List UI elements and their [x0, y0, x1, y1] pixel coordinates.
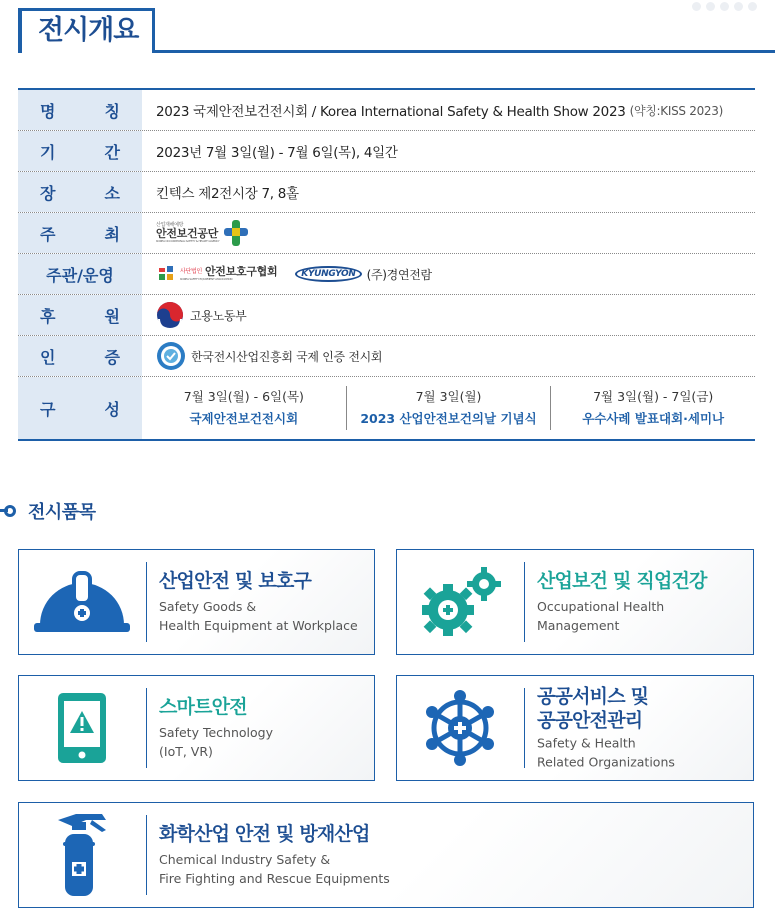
info-table — [18, 88, 755, 441]
item-desc: Chemical Industry Safety & Fire Fighting and Rescue Equipments — [159, 852, 390, 886]
composition-column: 7월 3일(월) - 6일(목) 국제안전보건전시회 — [142, 386, 347, 430]
info-row-venue — [18, 172, 755, 213]
certification-badge-icon — [156, 341, 186, 371]
items-section-title: 전시품목 — [0, 498, 96, 524]
row-label: 인 증 — [18, 336, 142, 376]
kyungyon-logo: KYUNGYON — [295, 266, 361, 282]
item-card-chemical-fire — [18, 802, 754, 908]
section-header — [18, 8, 775, 53]
item-desc: Safety Technology (IoT, VR) — [159, 725, 273, 759]
hard-hat-icon — [32, 569, 132, 635]
org-name: (주)경연전람 — [366, 267, 432, 282]
gears-icon — [412, 564, 508, 640]
row-label: 구 성 — [18, 377, 142, 439]
row-value: 한국전시산업진흥회 국제 인증 전시회 — [142, 336, 755, 376]
ksea-logo: 사단법인 안전보호구협회 KOREA SAFETY EQUIPMENT ASSOCIATION — [180, 265, 278, 282]
kosha-logo: 산업재해예방 안전보건공단 KOREA OCCUPATIONAL SAFETY & HEALTH AGENCY — [156, 221, 220, 244]
row-value: 고용노동부 — [142, 295, 755, 335]
row-label: 주 최 — [18, 213, 142, 253]
item-title: 화학산업 안전 및 방재산업 — [159, 823, 370, 845]
composition-column: 7월 3일(월) - 7일(금) 우수사례 발표대회·세미나 — [582, 389, 725, 426]
row-value: 킨텍스 제2전시장 7, 8홀 — [156, 186, 299, 202]
row-label: 후 원 — [18, 295, 142, 335]
taegeuk-icon — [156, 301, 184, 329]
item-card-safety-goods — [18, 549, 375, 655]
item-title: 산업안전 및 보호구 — [159, 570, 312, 592]
item-desc: Safety Goods & Health Equipment at Workplace — [159, 599, 358, 633]
composition-columns — [142, 377, 755, 439]
decorative-dots — [692, 2, 757, 11]
info-row-certification — [18, 336, 755, 377]
item-title: 스마트안전 — [159, 696, 247, 718]
info-row-sponsor — [18, 295, 755, 336]
item-desc: Occupational Health Management — [537, 599, 665, 633]
network-wheel-icon — [422, 690, 498, 766]
item-title: 공공서비스 및 공공안전관리 — [537, 685, 649, 732]
info-row-host — [18, 213, 755, 254]
item-card-public-service — [396, 675, 754, 781]
row-label: 명 칭 — [18, 90, 142, 130]
info-row-organizer — [18, 254, 755, 295]
item-card-smart-safety — [18, 675, 375, 781]
row-value: 2023년 7월 3일(월) - 7월 6일(목), 4일간 — [156, 145, 398, 161]
ksea-logo-icon — [156, 264, 178, 284]
info-row-composition — [18, 377, 755, 439]
item-card-occupational-health — [396, 549, 754, 655]
row-label: 기 간 — [18, 131, 142, 171]
composition-column: 7월 3일(월) 2023 산업안전보건의날 기념식 — [347, 386, 552, 430]
item-desc: Safety & Health Related Organizations — [537, 735, 675, 770]
title-box — [18, 8, 155, 53]
row-value — [142, 254, 755, 294]
row-value: 2023 국제안전보건전시회 / Korea International Safety & Health Show 2023 (약칭:KISS 2023) — [156, 103, 723, 120]
fire-extinguisher-icon — [52, 812, 112, 898]
row-label: 장 소 — [18, 172, 142, 212]
kosha-cross-icon — [223, 218, 249, 248]
item-title: 산업보건 및 직업건강 — [537, 570, 707, 592]
row-value — [142, 213, 755, 253]
tablet-warning-icon — [56, 691, 108, 765]
info-row-name — [18, 90, 755, 131]
row-label: 주관/운영 — [18, 254, 142, 294]
page-title: 전시개요 — [38, 15, 139, 46]
info-row-period — [18, 131, 755, 172]
